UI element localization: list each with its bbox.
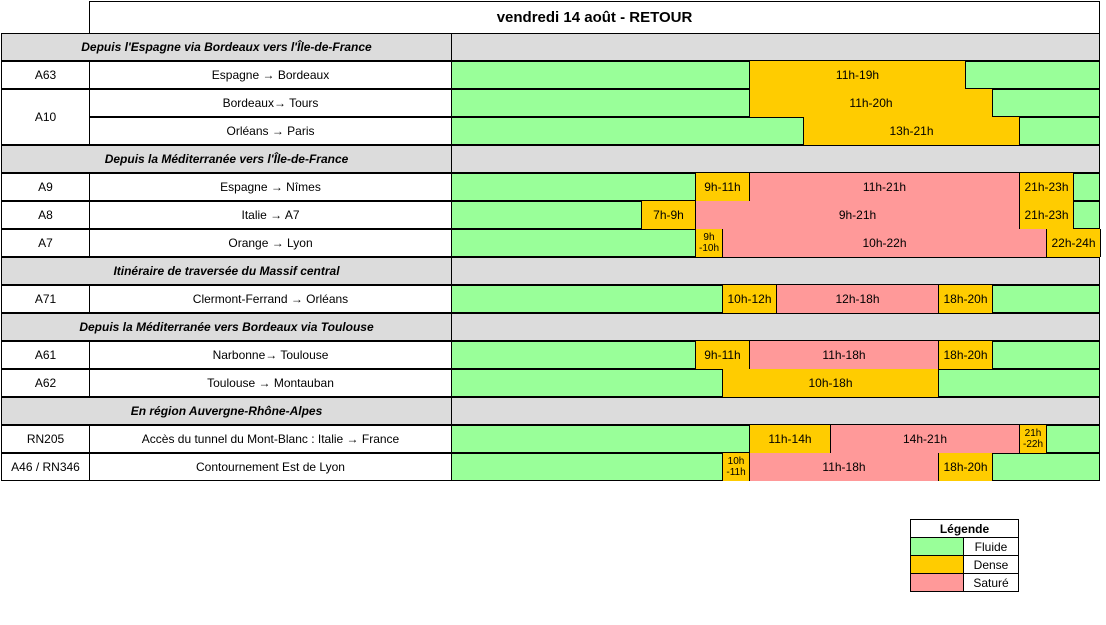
- table-row: [1, 341, 1100, 369]
- route-name: Orange → Lyon: [89, 229, 452, 257]
- table-row: [1, 425, 1100, 453]
- traffic-segment-sature: 9h-21h: [695, 201, 1020, 229]
- legend-swatch-fluide: [911, 538, 964, 555]
- legend-item: [910, 537, 1019, 556]
- timeline-bar: [451, 61, 1100, 89]
- road-name: A46 / RN346: [1, 453, 90, 481]
- route-name: Orléans → Paris: [89, 117, 452, 145]
- traffic-segment-dense: 18h-20h: [938, 285, 993, 313]
- traffic-segment-sature: 10h-22h: [722, 229, 1047, 257]
- road-name: A10: [1, 89, 90, 145]
- traffic-segment-dense: 13h-21h: [803, 117, 1020, 145]
- traffic-segment-dense: 18h-20h: [938, 341, 993, 369]
- traffic-segment-dense: 21h-23h: [1019, 201, 1074, 229]
- table-row: [1, 201, 1100, 229]
- traffic-segment-dense: 10h-12h: [722, 285, 777, 313]
- section-row: [1, 33, 1100, 61]
- section-fill: [451, 145, 1100, 173]
- route-name: Clermont-Ferrand → Orléans: [89, 285, 452, 313]
- legend-title: Légende: [910, 519, 1019, 538]
- traffic-segment-sature: 11h-18h: [749, 341, 939, 369]
- table-row: [1, 369, 1100, 397]
- traffic-segment-sature: 14h-21h: [830, 425, 1020, 453]
- traffic-segment-dense: 11h-20h: [749, 89, 993, 117]
- section-row: [1, 313, 1100, 341]
- traffic-segment-dense: 22h-24h: [1046, 229, 1101, 257]
- timeline-bar: [451, 173, 1100, 201]
- legend-label: Saturé: [973, 575, 1009, 590]
- section-row: [1, 397, 1100, 425]
- timeline-bar: [451, 341, 1100, 369]
- timeline-bar: [451, 425, 1100, 453]
- timeline-bar: [451, 229, 1100, 257]
- road-name: A9: [1, 173, 90, 201]
- table-row: [1, 117, 1100, 145]
- road-name: A62: [1, 369, 90, 397]
- route-name: Contournement Est de Lyon: [89, 453, 452, 481]
- timeline-bar: [451, 285, 1100, 313]
- route-name: Bordeaux→ Tours: [89, 89, 452, 117]
- traffic-table: [1, 33, 1100, 482]
- route-name: Italie → A7: [89, 201, 452, 229]
- route-name: Espagne → Bordeaux: [89, 61, 452, 89]
- timeline-bar: [451, 453, 1100, 481]
- table-row: [1, 173, 1100, 201]
- section-title: En région Auvergne-Rhône-Alpes: [1, 397, 452, 425]
- section-title: Depuis la Méditerranée vers l'Île-de-France: [1, 145, 452, 173]
- road-name: A61: [1, 341, 90, 369]
- traffic-segment-dense: 9h-11h: [695, 341, 750, 369]
- table-row: [1, 285, 1100, 313]
- table-row: [1, 229, 1100, 257]
- section-row: [1, 257, 1100, 285]
- timeline-bar: [451, 117, 1100, 145]
- legend-items: [910, 537, 1019, 592]
- page-title: vendredi 14 août - RETOUR: [89, 1, 1100, 34]
- route-name: Toulouse → Montauban: [89, 369, 452, 397]
- road-name: RN205: [1, 425, 90, 453]
- road-name: A71: [1, 285, 90, 313]
- legend-label: Fluide: [974, 539, 1008, 554]
- traffic-segment-dense: 9h -10h: [695, 229, 723, 257]
- traffic-segment-dense: 21h -22h: [1019, 425, 1047, 453]
- section-title: Depuis la Méditerranée vers Bordeaux via Toulouse: [1, 313, 452, 341]
- section-fill: [451, 313, 1100, 341]
- traffic-segment-dense: 10h -11h: [722, 453, 750, 481]
- table-row: [1, 453, 1100, 481]
- legend-item: [910, 555, 1019, 574]
- traffic-segment-dense: 7h-9h: [641, 201, 696, 229]
- road-name: A63: [1, 61, 90, 89]
- legend: [910, 520, 1019, 592]
- traffic-segment-dense: 18h-20h: [938, 453, 993, 481]
- section-fill: [451, 257, 1100, 285]
- section-title: Depuis l'Espagne via Bordeaux vers l'Île-de-France: [1, 33, 452, 61]
- timeline-bar: [451, 201, 1100, 229]
- route-name: Narbonne→ Toulouse: [89, 341, 452, 369]
- section-title: Itinéraire de traversée du Massif central: [1, 257, 452, 285]
- legend-swatch-sature: [911, 574, 964, 591]
- road-name: A7: [1, 229, 90, 257]
- traffic-segment-dense: 9h-11h: [695, 173, 750, 201]
- section-fill: [451, 33, 1100, 61]
- legend-swatch-dense: [911, 556, 964, 573]
- table-row: [1, 61, 1100, 89]
- section-fill: [451, 397, 1100, 425]
- traffic-segment-sature: 11h-18h: [749, 453, 939, 481]
- route-name: Espagne → Nîmes: [89, 173, 452, 201]
- traffic-segment-dense: 11h-14h: [749, 425, 831, 453]
- traffic-segment-dense: 21h-23h: [1019, 173, 1074, 201]
- route-name: Accès du tunnel du Mont-Blanc : Italie → France: [89, 425, 452, 453]
- road-name: A8: [1, 201, 90, 229]
- table-row: [1, 89, 1100, 124]
- traffic-segment-dense: 11h-19h: [749, 61, 966, 89]
- legend-item: [910, 573, 1019, 592]
- section-row: [1, 145, 1100, 173]
- traffic-segment-sature: 12h-18h: [776, 285, 939, 313]
- traffic-segment-sature: 11h-21h: [749, 173, 1020, 201]
- timeline-bar: [451, 369, 1100, 397]
- legend-label: Dense: [973, 557, 1009, 572]
- timeline-bar: [451, 89, 1100, 117]
- traffic-segment-dense: 10h-18h: [722, 369, 939, 397]
